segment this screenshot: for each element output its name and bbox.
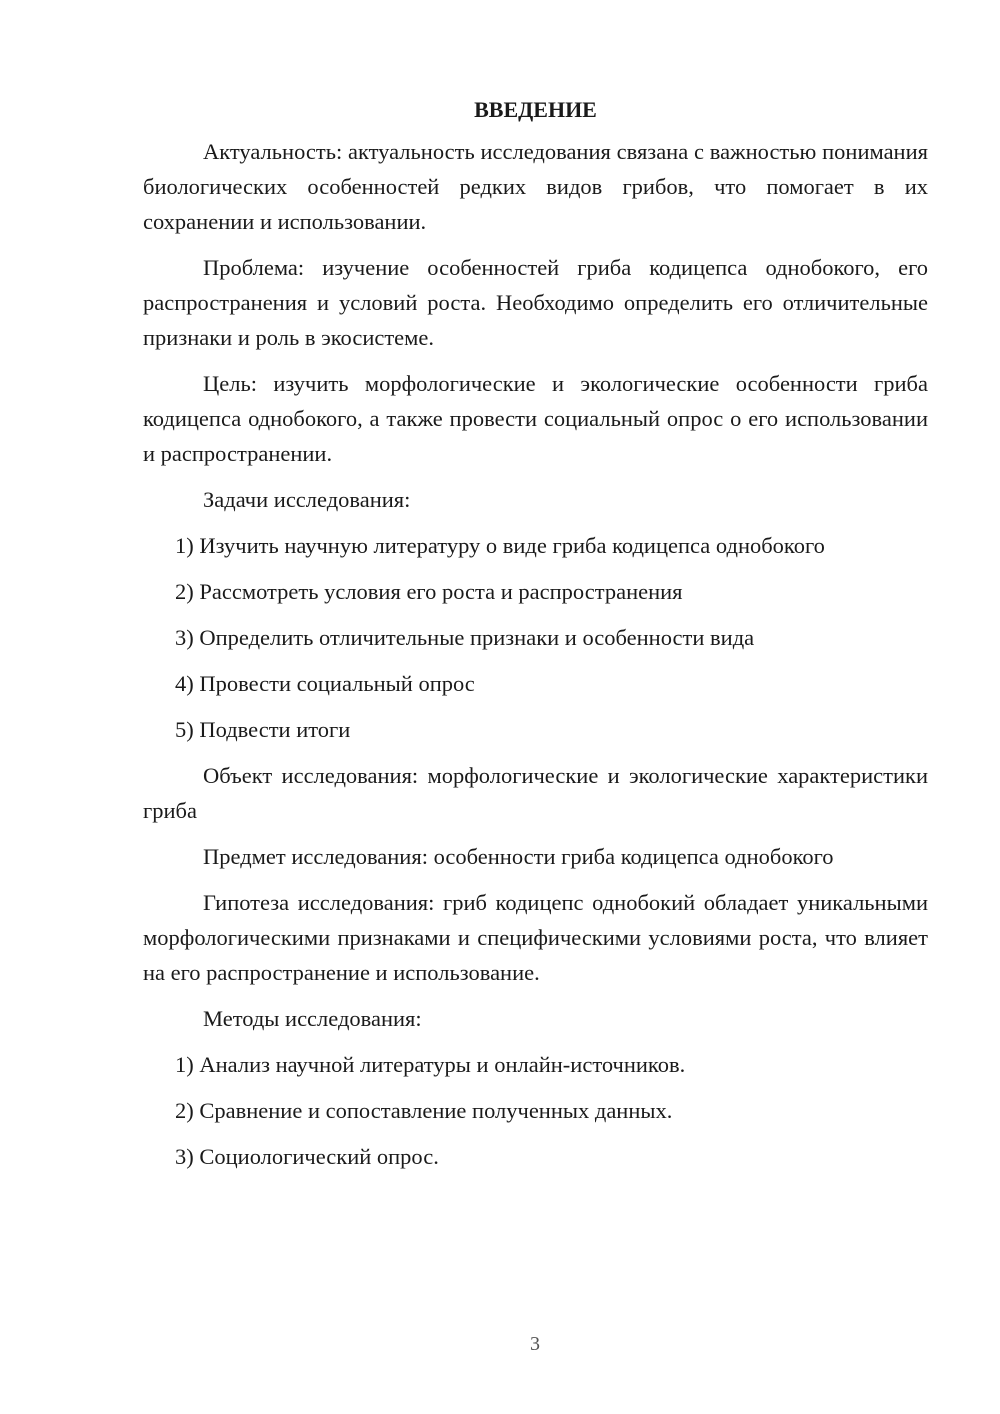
method-item: 1) Анализ научной литературы и онлайн-источников. (175, 1052, 686, 1077)
task-item: 4) Провести социальный опрос (175, 671, 475, 696)
page-number: 3 (530, 1333, 540, 1355)
subject-paragraph: Предмет исследования: особенности гриба кодицепса однобокого (203, 844, 834, 869)
method-item: 2) Сравнение и сопоставление полученных данных. (175, 1098, 673, 1123)
task-item: 5) Подвести итоги (175, 717, 351, 742)
relevance-paragraph: Актуальность: актуальность исследования связана с важностью понимания биологических особенностей редких видов грибов, что помогает в их сохранении и использовании. (143, 139, 928, 234)
object-paragraph: Объект исследования: морфологические и экологические характеристики гриба (143, 763, 928, 823)
task-item: 3) Определить отличительные признаки и особенности вида (175, 625, 755, 650)
task-item: 1) Изучить научную литературу о виде гриба кодицепса однобокого (175, 533, 825, 558)
method-item: 3) Социологический опрос. (175, 1144, 439, 1169)
task-item: 2) Рассмотреть условия его роста и распространения (175, 579, 683, 604)
hypothesis-paragraph: Гипотеза исследования: гриб кодицепс однобокий обладает уникальными морфологическими признаками и специфическими условиями роста, что влияет на его распространение и использование. (143, 890, 928, 985)
problem-paragraph: Проблема: изучение особенностей гриба кодицепса однобокого, его распространения и условий роста. Необходимо определить его отличительные признаки и роль в экосистеме. (143, 255, 928, 350)
page-title: ВВЕДЕНИЕ (474, 97, 597, 122)
document-page (143, 94, 928, 1185)
methods-heading: Методы исследования: (203, 1006, 422, 1031)
tasks-heading: Задачи исследования: (203, 487, 411, 512)
goal-paragraph: Цель: изучить морфологические и экологические особенности гриба кодицепса однобокого, а также провести социальный опрос о его использовании и распространении. (143, 371, 928, 466)
